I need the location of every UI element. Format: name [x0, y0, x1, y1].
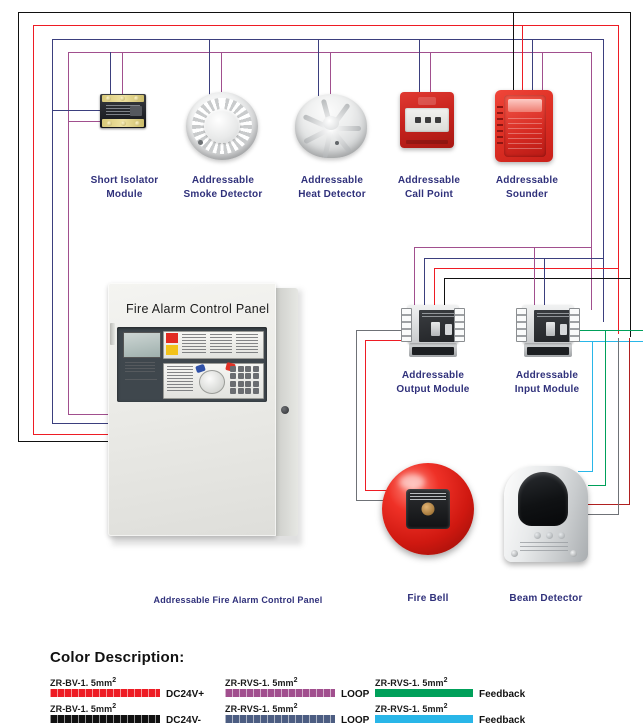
legend-wire-function: Feedback [479, 689, 526, 700]
wire-sounder-drop-purple [542, 52, 543, 90]
label-line-1: Short Isolator [90, 175, 159, 186]
panel-lock[interactable] [281, 406, 289, 414]
wire-io-purple-branch [414, 247, 591, 248]
input-module-body [523, 305, 573, 343]
call-point-footer [406, 140, 448, 144]
output-module-component-2 [445, 324, 452, 335]
wire-right-gray-vertical [618, 338, 619, 514]
label-fire-bell [386, 592, 470, 606]
wire-dc24v-negative-right [630, 12, 631, 337]
legend-title: Color Description: [50, 649, 185, 666]
input-module-base-dark [527, 347, 569, 355]
output-module-terminal-right [454, 308, 465, 342]
control-panel-door[interactable] [108, 283, 276, 536]
panel-numeric-keypad[interactable] [230, 366, 259, 394]
wire-io-purple-branch-down [414, 247, 415, 305]
panel-status-text-col3 [236, 334, 258, 354]
label-line-1: Addressable [397, 175, 461, 186]
wire-io-black-branch-down [444, 278, 445, 305]
wire-sounder-drop-blue [532, 39, 533, 90]
wire-callpoint-drop-blue [419, 39, 420, 92]
beam-detector-lens [518, 472, 568, 526]
label-line-1: Addressable Fire Alarm Control Panel [153, 595, 323, 605]
legend-color-swatch [50, 715, 160, 723]
isolator-screw-3 [134, 96, 139, 101]
fire-bell-center-bolt [422, 503, 435, 516]
call-point-top-slot [418, 97, 436, 105]
wire-panel-to-output-gray-v [356, 330, 357, 500]
sounder-housing [495, 90, 553, 162]
fire-bell-dome [382, 463, 474, 555]
input-module-print [537, 313, 571, 318]
output-module-base-dark [412, 347, 454, 355]
heat-detector-housing [295, 94, 367, 158]
label-line-1: Addressable [515, 370, 579, 381]
wire-input-module-drop-purple [534, 247, 535, 305]
wire-dc24v-negative-top [18, 12, 631, 13]
sounder-label-lines [508, 118, 542, 150]
isolator-screw-1 [106, 96, 111, 101]
legend-wire-spec: ZR-BV-1. $5mm^2$ [50, 703, 117, 714]
legend-wire-spec: ZR-RVS-1. $5mm^2$ [375, 703, 448, 714]
wire-right-darkred-vertical [629, 338, 630, 505]
label-line-2: Sounder [506, 189, 548, 200]
wire-smoke-drop-blue [209, 39, 210, 96]
label-beam-detector [494, 592, 598, 606]
label-addressable-output-module [380, 369, 486, 397]
wire-heat-drop-purple [330, 52, 331, 96]
output-module-terminal-left [401, 308, 412, 342]
input-module-component-2 [560, 324, 567, 335]
panel-status-text-col1 [182, 334, 206, 354]
label-line-2: Call Point [404, 189, 454, 200]
panel-face-title: Fire Alarm Control Panel [126, 302, 270, 316]
beam-detector-indicators [534, 532, 565, 539]
wire-dc24v-positive-top [33, 25, 619, 26]
legend-color-swatch [375, 715, 473, 723]
wire-smoke-drop-purple [221, 52, 222, 96]
wire-loop-blue-right [603, 39, 604, 322]
wire-dc24v-negative-bottom [18, 441, 118, 442]
panel-lcd-text-2 [125, 379, 157, 382]
fire-bell-label [410, 493, 446, 500]
label-line-2: Module [106, 189, 143, 200]
input-module-component [546, 322, 555, 336]
label-line-1: Addressable [401, 370, 465, 381]
legend-wire-spec: ZR-BV-1. $5mm^2$ [50, 677, 117, 688]
wire-dc24v-positive-bottom [33, 434, 119, 435]
isolator-chip [130, 106, 142, 116]
wire-isolator-drop-purple [122, 52, 123, 94]
sounder-grill [497, 106, 503, 146]
isolator-screw-2 [120, 96, 125, 101]
heat-detector-led [335, 141, 339, 145]
label-line-1: Addressable [191, 175, 255, 186]
wire-input-module-drop-blue [544, 258, 545, 305]
wire-loop-blue-left [52, 39, 53, 424]
isolator-screw-5 [121, 121, 126, 126]
label-line-1: Beam Detector [509, 593, 583, 604]
panel-status-text-col2 [210, 334, 232, 354]
smoke-detector-housing [186, 92, 258, 160]
label-line-1: Addressable [495, 175, 559, 186]
beam-detector-screw-right [570, 550, 577, 557]
wire-io-black-branch [444, 278, 630, 279]
wire-dc24v-positive-right [618, 25, 619, 334]
legend-wire-function: Feedback [479, 715, 526, 726]
legend-wire-function: DC24V+ [166, 689, 205, 700]
legend-color-swatch [225, 715, 335, 723]
legend-wire-function: LOOP [341, 715, 370, 726]
label-line-1: Addressable [300, 175, 364, 186]
device-beam-detector[interactable] [498, 462, 594, 566]
legend-wire-function: LOOP [341, 689, 370, 700]
output-module-pcb [419, 310, 459, 342]
panel-navigation-pad[interactable] [199, 370, 225, 394]
output-module-body [408, 305, 458, 343]
device-addressable-output-module[interactable] [402, 303, 464, 357]
wire-io-blue-branch [424, 258, 603, 259]
label-addressable-fire-alarm-control-panel [118, 593, 358, 607]
input-module-pcb [534, 310, 574, 342]
wire-sounder-drop-black [513, 12, 514, 90]
wire-beam-green-vertical [605, 330, 606, 485]
label-line-2: Heat Detector [298, 189, 366, 200]
call-point-housing [400, 92, 454, 148]
output-module-print [422, 313, 456, 318]
panel-fire-led [166, 333, 178, 343]
device-short-isolator-module[interactable] [100, 94, 146, 128]
wire-beam-cyan-vertical [592, 341, 593, 471]
smoke-detector-led [198, 140, 203, 145]
wire-sounder-drop-red [522, 25, 523, 90]
panel-lcd-display [123, 332, 161, 358]
label-addressable-smoke-detector [167, 174, 279, 202]
panel-hinge [110, 323, 115, 345]
wire-heat-drop-blue [318, 39, 319, 96]
output-module-component [431, 322, 440, 336]
wire-io-red-branch-down [434, 268, 435, 305]
wire-loop-purple-right [591, 52, 592, 310]
label-line-2: Input Module [514, 384, 580, 395]
wire-panel-to-output-red-v [365, 340, 366, 490]
panel-lcd-text [125, 362, 155, 372]
wire-loop-purple-left [68, 52, 69, 414]
label-line-1: Fire Bell [407, 593, 449, 604]
wire-io-red-branch [434, 268, 618, 269]
legend-wire-spec: ZR-RVS-1. $5mm^2$ [225, 703, 298, 714]
call-point-indicators [415, 117, 441, 123]
input-module-terminal-left [516, 308, 527, 342]
legend-wire-function: DC24V- [166, 715, 202, 726]
legend-color-swatch [225, 689, 335, 697]
wire-io-blue-branch-down [424, 258, 425, 305]
fire-bell-highlight [399, 474, 425, 490]
isolator-screw-6 [135, 121, 140, 126]
wire-dc24v-negative-left [18, 12, 19, 442]
beam-detector-screw-left [511, 550, 518, 557]
heat-detector-hub [323, 116, 339, 130]
label-addressable-call-point [377, 174, 481, 202]
wire-dc24v-positive-left [33, 25, 34, 435]
smoke-detector-chamber [204, 109, 240, 143]
legend-wire-spec: ZR-RVS-1. $5mm^2$ [375, 677, 448, 688]
label-line-2: Smoke Detector [183, 189, 263, 200]
label-addressable-sounder [477, 174, 577, 202]
panel-keypad-text [167, 366, 193, 392]
wire-callpoint-drop-purple [430, 52, 431, 92]
wire-isolator-drop-blue [110, 52, 111, 94]
legend-color-swatch [375, 689, 473, 697]
legend-wire-spec: ZR-RVS-1. $5mm^2$ [225, 677, 298, 688]
label-short-isolator-module [72, 174, 177, 202]
device-addressable-input-module[interactable] [517, 303, 579, 357]
sounder-strobe-lens [508, 99, 542, 112]
isolator-screw-4 [107, 121, 112, 126]
label-addressable-heat-detector [277, 174, 387, 202]
label-line-2: Output Module [396, 384, 470, 395]
beam-detector-label [520, 542, 568, 551]
panel-fault-led [166, 345, 178, 355]
legend-color-swatch [50, 689, 160, 697]
input-module-terminal-right [569, 308, 580, 342]
call-point-label-plate [405, 108, 449, 132]
label-addressable-input-module [496, 369, 598, 397]
